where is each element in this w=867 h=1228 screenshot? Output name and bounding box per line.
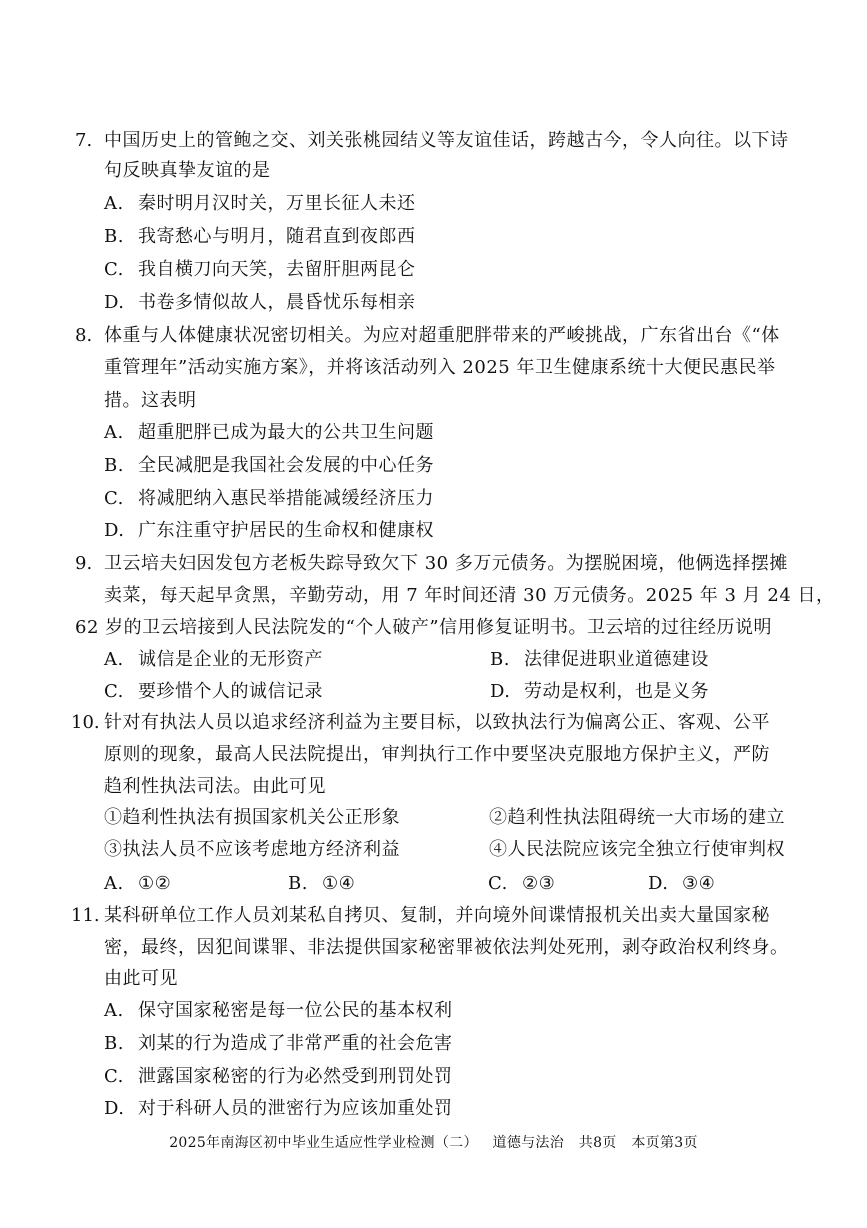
question-stem-line: 62 岁的卫云培接到人民法院发的“个人破产”信用修复证明书。卫云培的过往经历说明: [75, 617, 773, 638]
question-number: 7.: [75, 130, 93, 151]
option-b: B. 刘某的行为造成了非常严重的社会危害: [104, 1033, 453, 1054]
question-stem-line: 针对有执法人员以追求经济利益为主要目标，以致执法行为偏离公正、客观、公平: [104, 712, 770, 733]
option-b: B. 我寄愁心与明月，随君直到夜郎西: [104, 226, 416, 247]
footer-subject: 道德与法治: [492, 1135, 565, 1151]
question-stem-line: 句反映真挚友谊的是: [104, 160, 271, 181]
question-stem-line: 某科研单位工作人员刘某私自拷贝、复制，并向境外间谍情报机关出卖大量国家秘: [104, 905, 770, 926]
question-stem-line: 趋利性执法司法。由此可见: [104, 776, 326, 797]
option-d: D. 劳动是权利，也是义务: [490, 681, 709, 702]
option-b: B. ①④: [288, 873, 356, 894]
option-c: C. 要珍惜个人的诚信记录: [104, 681, 323, 702]
question-stem-line: 由此可见: [104, 968, 178, 989]
option-a: A. 超重肥胖已成为最大的公共卫生问题: [104, 422, 434, 443]
option-a: A. ①②: [104, 873, 172, 894]
option-c: C. 泄露国家秘密的行为必然受到刑罚处罚: [104, 1066, 453, 1087]
question-stem-line: 体重与人体健康状况密切相关。为应对超重肥胖带来的严峻挑战，广东省出台《“体: [104, 325, 780, 346]
question-stem-line: 卖菜，每天起早贪黑，辛勤劳动，用 7 年时间还清 30 万元债务。2025 年 3 月 24 日，: [104, 585, 835, 606]
footer-total-pages: 共8页: [578, 1135, 617, 1151]
option-c: C. 我自横刀向天笑，去留肝胆两昆仑: [104, 259, 416, 280]
question-stem-line: 中国历史上的管鲍之交、刘关张桃园结义等友谊佳话，跨越古今，令人向往。以下诗: [104, 130, 789, 151]
question-number: 8.: [75, 325, 93, 346]
statement-3: ③执法人员不应该考虑地方经济利益: [104, 839, 400, 860]
footer-current-page: 本页第3页: [631, 1135, 698, 1151]
option-d: D. 对于科研人员的泄密行为应该加重处罚: [104, 1098, 453, 1119]
option-c: C. 将减肥纳入惠民举措能减缓经济压力: [104, 488, 434, 509]
question-number: 11.: [71, 905, 100, 926]
option-a: A. 诚信是企业的无形资产: [104, 649, 323, 670]
question-stem-line: 重管理年”活动实施方案》，并将该活动列入 2025 年卫生健康系统十大便民惠民举: [104, 357, 776, 378]
question-number: 10.: [71, 712, 100, 733]
question-stem-line: 密，最终，因犯间谍罪、非法提供国家秘密罪被依法判处死刑，剥夺政治权利终身。: [104, 937, 789, 958]
statement-2: ②趋利性执法阻碍统一大市场的建立: [489, 807, 785, 828]
footer-exam-title: 2025年南海区初中毕业生适应性学业检测（二）: [169, 1135, 478, 1151]
statement-4: ④人民法院应该完全独立行使审判权: [489, 839, 785, 860]
statement-1: ①趋利性执法有损国家机关公正形象: [104, 807, 400, 828]
option-d: D. ③④: [648, 873, 716, 894]
question-stem-line: 卫云培夫妇因发包方老板失踪导致欠下 30 多万元债务。为摆脱困境，他俩选择摆摊: [104, 553, 788, 574]
option-b: B. 全民减肥是我国社会发展的中心任务: [104, 455, 434, 476]
question-stem-line: 措。这表明: [104, 390, 197, 411]
option-c: C. ②③: [488, 873, 556, 894]
option-a: A. 秦时明月汉时关，万里长征人未还: [104, 193, 416, 214]
option-a: A. 保守国家秘密是每一位公民的基本权利: [104, 1000, 453, 1021]
option-d: D. 书卷多情似故人，晨昏忧乐每相亲: [104, 292, 416, 313]
option-d: D. 广东注重守护居民的生命权和健康权: [104, 520, 434, 541]
question-stem-line: 原则的现象，最高人民法院提出，审判执行工作中要坚决克服地方保护主义，严防: [104, 744, 770, 765]
option-b: B. 法律促进职业道德建设: [490, 649, 709, 670]
question-number: 9.: [75, 553, 93, 574]
page-footer: [0, 1133, 867, 1153]
